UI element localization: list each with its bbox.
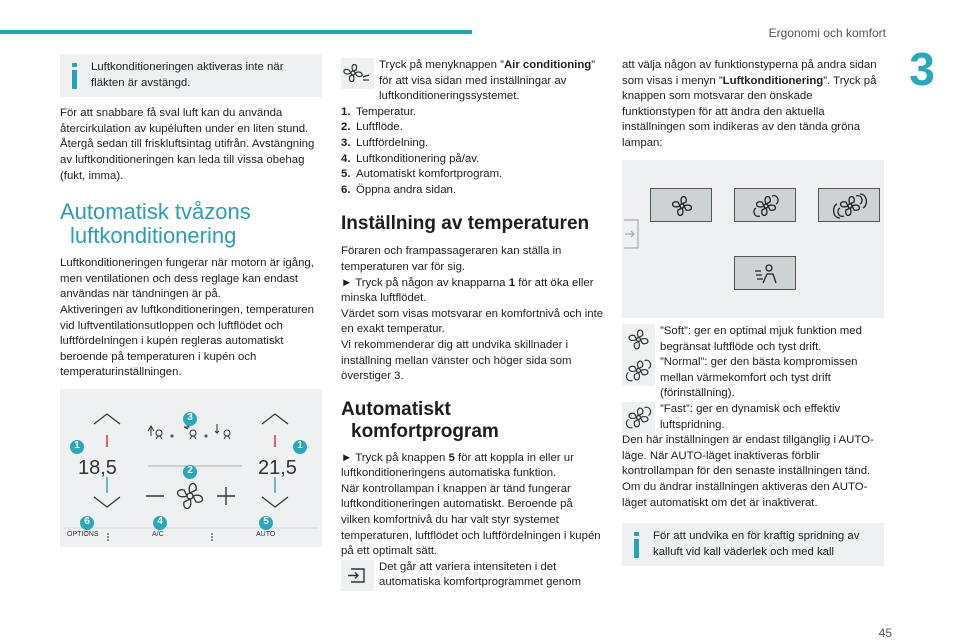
temp-left: 18,5 [78,457,117,479]
chevron-down-icon [262,497,288,507]
ac-button[interactable]: A/C [152,531,164,538]
fan-fast-icon [622,402,655,433]
paragraph: Föraren och frampassageraren kan ställa in temperaturen var för sig. [341,245,562,273]
list-item: 5. Automatiskt komfortprogram. [341,168,503,181]
paragraph: ”Normal”: ger den bästa kompromissen mellan värmekomfort och tyst drift (förinställning). [660,356,858,400]
paragraph: Värdet som visas motsvarar en komfortnivå och inte en exakt temperatur. [341,307,604,336]
heading-line-2: komfortprogram [351,420,499,442]
column-3 [622,58,884,152]
plus-icon [217,487,235,505]
chevron-down-icon [94,497,120,507]
paragraph: att välja någon av funktionstyperna på andra sidan som visas i menyn ”Luftkonditionering”. Tryck på knappen som motsvarar den önskade funktionstypen för att ändra den aktuella inställningen som indikeras av den tända gröna lampan: [622,59,877,149]
ventilation-mode-button[interactable] [734,256,796,290]
callout-1-left: 1 [74,440,80,451]
heading-line-1: Automatiskt [341,398,451,420]
temperature-heading: Inställning av temperaturen [341,213,590,235]
callout-4: 4 [157,516,163,527]
temp-right: 21,5 [258,457,297,479]
climate-control-panel [60,389,322,547]
info-icon [72,63,77,89]
paragraph: Luftkonditioneringen fungerar när motorn är igång, men ventilationen och dess reglage kan endast användas när tändningen är på. [60,257,314,301]
other-page-icon [341,560,374,591]
list-item: 3. Luftfördelning. [341,136,429,149]
list-item: 6. Öppna andra sidan. [341,183,457,196]
info-note-text: För att undvika en för kraftig spridning av kalluft vid kall väderlek och med kall [653,530,860,558]
chevron-up-icon [94,414,120,424]
section-header: Ergonomi och komfort [768,26,886,40]
chevron-up-icon [262,414,288,424]
fan-mode-descriptions [622,324,884,566]
page-arrow-icon [622,216,646,256]
air-distribution-icons [148,424,230,439]
paragraph: När kontrollampan i knappen är tänd fungerar luftkonditioneringen automatiskt. Beroende på vilken komfortnivå du har valt styr systemet temperaturen, luftflödet och luftfördelningen i kupén på ett optimalt sätt. [341,482,601,558]
paragraph: ► Tryck på knappen 5 för att koppla in eller ur luftkonditioneringens automatiska funktion. [341,451,574,480]
fan-fast-icon [819,189,881,223]
paragraph: Det går att variera intensiteten i det automatiska komfortprogrammet genom [379,560,581,589]
info-icon [634,532,639,558]
fast-description [622,402,884,433]
column-2 [341,58,604,591]
chapter-number: 3 [909,43,935,95]
text-part: ” för att visa sidan med inställningar av luftkonditioneringssystemet. [379,59,596,103]
air-conditioning-menu-icon [341,58,374,89]
callout-1-right: 1 [297,440,303,451]
section-heading [60,200,322,248]
normal-description [622,355,884,402]
page-number: 45 [878,626,892,640]
paragraph: ► Tryck på någon av knapparna 1 för att öka eller minska luftflödet. [341,276,594,305]
list-item: 4. Luftkonditionering på/av. [341,152,480,165]
auto-program-heading [341,399,604,443]
paragraph: Den här inställningen är endast tillgänglig i AUTO-läge. När AUTO-läget inaktiveras förblir kontrollampan för den senaste inställningen tänd. [622,434,874,478]
air-conditioning-term: Air conditioning [503,59,592,71]
callout-2: 2 [187,465,193,476]
seat-airflow-icon [735,257,797,291]
numbered-list [341,105,604,199]
info-note [622,523,884,566]
column-1 [60,54,322,381]
fan-soft-icon [651,189,713,223]
fan-soft-icon [622,324,655,355]
normal-mode-button[interactable] [734,188,796,222]
info-note [60,54,322,97]
options-button[interactable]: OPTIONS [67,531,99,538]
paragraph: Vi rekommenderar dig att undvika skillnader i inställning mellan vänster och höger sida som överstiger 3. [341,338,572,383]
fast-mode-button[interactable] [818,188,880,222]
fan-mode-screen [622,160,884,318]
paragraph: För att snabbare få sval luft kan du använda återcirkulation av kupéluften under en liten stund. Återgå sedan till friskluftsintag utifrån. Avstängning av luftkonditioneringen kan leda till vissa obehag (fukt, imma). [60,107,315,182]
paragraph: Aktiveringen av luftkonditioneringen, temperaturen vid luftventilationsutloppen och luftflödet och luftfördelningen i kupén regleras automatiskt beroende på temperaturen i kupén och temperaturinställningen. [60,303,314,379]
soft-mode-button[interactable] [650,188,712,222]
info-note-text: Luftkonditioneringen aktiveras inte när fläkten är avstängd. [91,61,284,89]
list-item: 2. Luftflöde. [341,121,403,134]
top-accent-bar [0,30,472,34]
list-item: 1. Temperatur. [341,105,417,118]
soft-description [622,324,884,355]
paragraph: ”Fast”: ger en dynamisk och effektiv luftspridning. [660,402,841,431]
paragraph: Om du ändrar inställningen aktiveras den AUTO-läget automatiskt om det är inaktiverat. [622,480,868,509]
callout-5: 5 [263,516,269,527]
heading-line-2: luftkonditionering [70,223,237,249]
text-part: Tryck på menyknappen ” [379,59,504,71]
paragraph: ”Soft”: ger en optimal mjuk funktion med begränsat luftflöde och tyst drift. [660,325,862,353]
other-page-instruction [341,560,604,591]
auto-button[interactable]: AUTO [256,531,276,538]
menu-button-instruction [341,58,604,105]
heading-line-1: Automatisk tvåzons [60,199,251,225]
callout-6: 6 [84,516,90,527]
fan-icon [178,484,203,509]
fan-normal-icon [622,355,655,386]
callout-3: 3 [187,412,193,423]
fan-normal-icon [735,189,797,223]
